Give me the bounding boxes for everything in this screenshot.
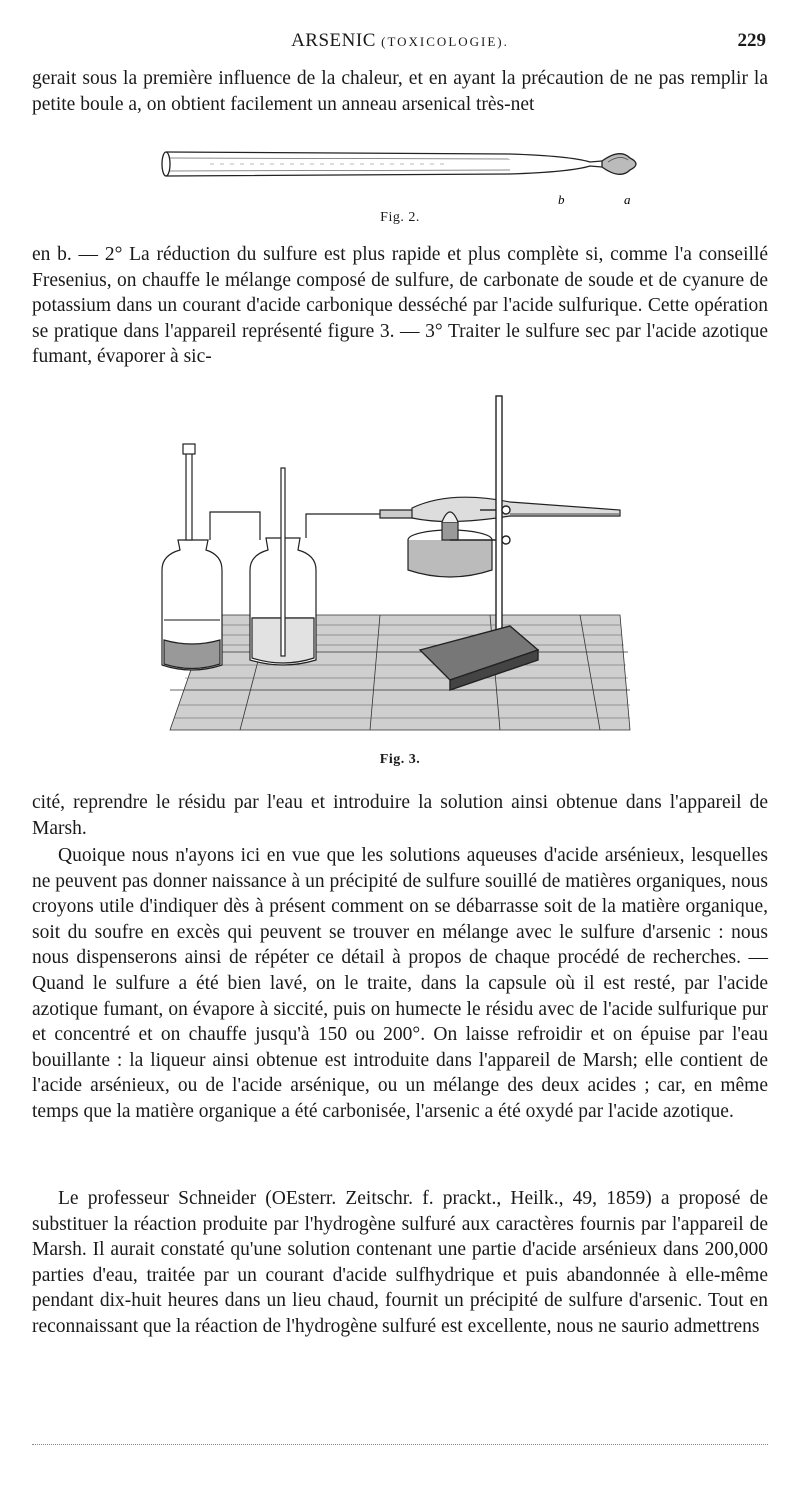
paragraph-1: gerait sous la première influence de la chaleur, et en ayant la précaution de ne pas remplir la petite boule a, on obtient facilement un anneau arsenical très-net [32, 68, 768, 115]
paragraph-5: Le professeur Schneider (OEsterr. Zeitschr. f. prackt., Heilk., 49, 1859) a proposé de substituer la réaction produite par l'hydrogène sulfuré aux caractères fournis par l'appareil de Marsh. Il aurait constaté qu'une solution contenant une partie d'acide arsénieux dans 200,000 parties d'eau, traitée par un courant d'acide sulfhydrique et puis abandonnée à elle-même pendant dix-huit heures dans un lieu chaud, fournit un précipité de sulfure d'arsenic. Tout en reconnaissant que la réaction de l'hydrogène sulfuré est excellente, nous ne saurio admettrens [32, 1188, 768, 1337]
figure-2-reduction-tube [150, 140, 660, 208]
footer-dotted-rule [32, 1444, 768, 1445]
figure-3-apparatus [150, 390, 640, 740]
running-head [32, 30, 768, 60]
paragraph-4: Quoique nous n'ayons ici en vue que les solutions aqueuses d'acide arsénieux, lesquelles ne peuvent pas donner naissance à un précipité de sulfure souillé de matières organiques, nous croyons utile d'indiquer dès à présent comment on se débarrasse soit de la matière organique, soit du soufre en excès qui peuvent se trouver en mélange avec le sulfure d'arsenic : nous nous dispenserons ainsi de répéter ce détail à propos de chaque procédé de recherches. — Quand le sulfure a été bien lavé, on le traite, dans la capsule où il est resté, par l'acide azotique fumant, on évapore à siccité, puis on humecte le résidu avec de l'acide sulfurique pur et concentré et on chauffe jusqu'à 150 ou 200°. On laisse refroidir et on épuise par l'eau bouillante : la liqueur ainsi obtenue est introduite dans l'appareil de Marsh; elle contient de l'acide arsénieux, ou de l'acide arsénique, ou un mélange des deux acides ; car, en même temps que la matière organique a été carbonisée, l'arsenic a été oxydé par l'acide azotique. [32, 845, 768, 1122]
figure-3-caption: Fig. 3. [379, 752, 421, 767]
page-number: 229 [737, 30, 766, 51]
running-title-main: ARSENIC [291, 30, 376, 51]
paragraph-2: en b. — 2° La réduction du sulfure est plus rapide et plus complète si, comme l'a conseillé Fresenius, on chauffe le mélange composé de sulfure, de carbonate de soude et de cyanure de potassium dans un courant d'acide carbonique desséché par l'acide sulfurique. Cette opération se pratique dans l'appareil représenté figure 3. — 3° Traiter le sulfure sec par l'acide azotique fumant, évaporer à sic- [32, 244, 768, 368]
figure-2-label-a: a [624, 192, 631, 207]
figure-2-caption: Fig. 2. [380, 210, 420, 225]
running-title-sub: (TOXICOLOGIE). [381, 34, 509, 49]
figure-2-label-b: b [558, 192, 565, 207]
paragraph-3: cité, reprendre le résidu par l'eau et introduire la solution ainsi obtenue dans l'appareil de Marsh. [32, 792, 768, 839]
running-title [32, 30, 768, 52]
